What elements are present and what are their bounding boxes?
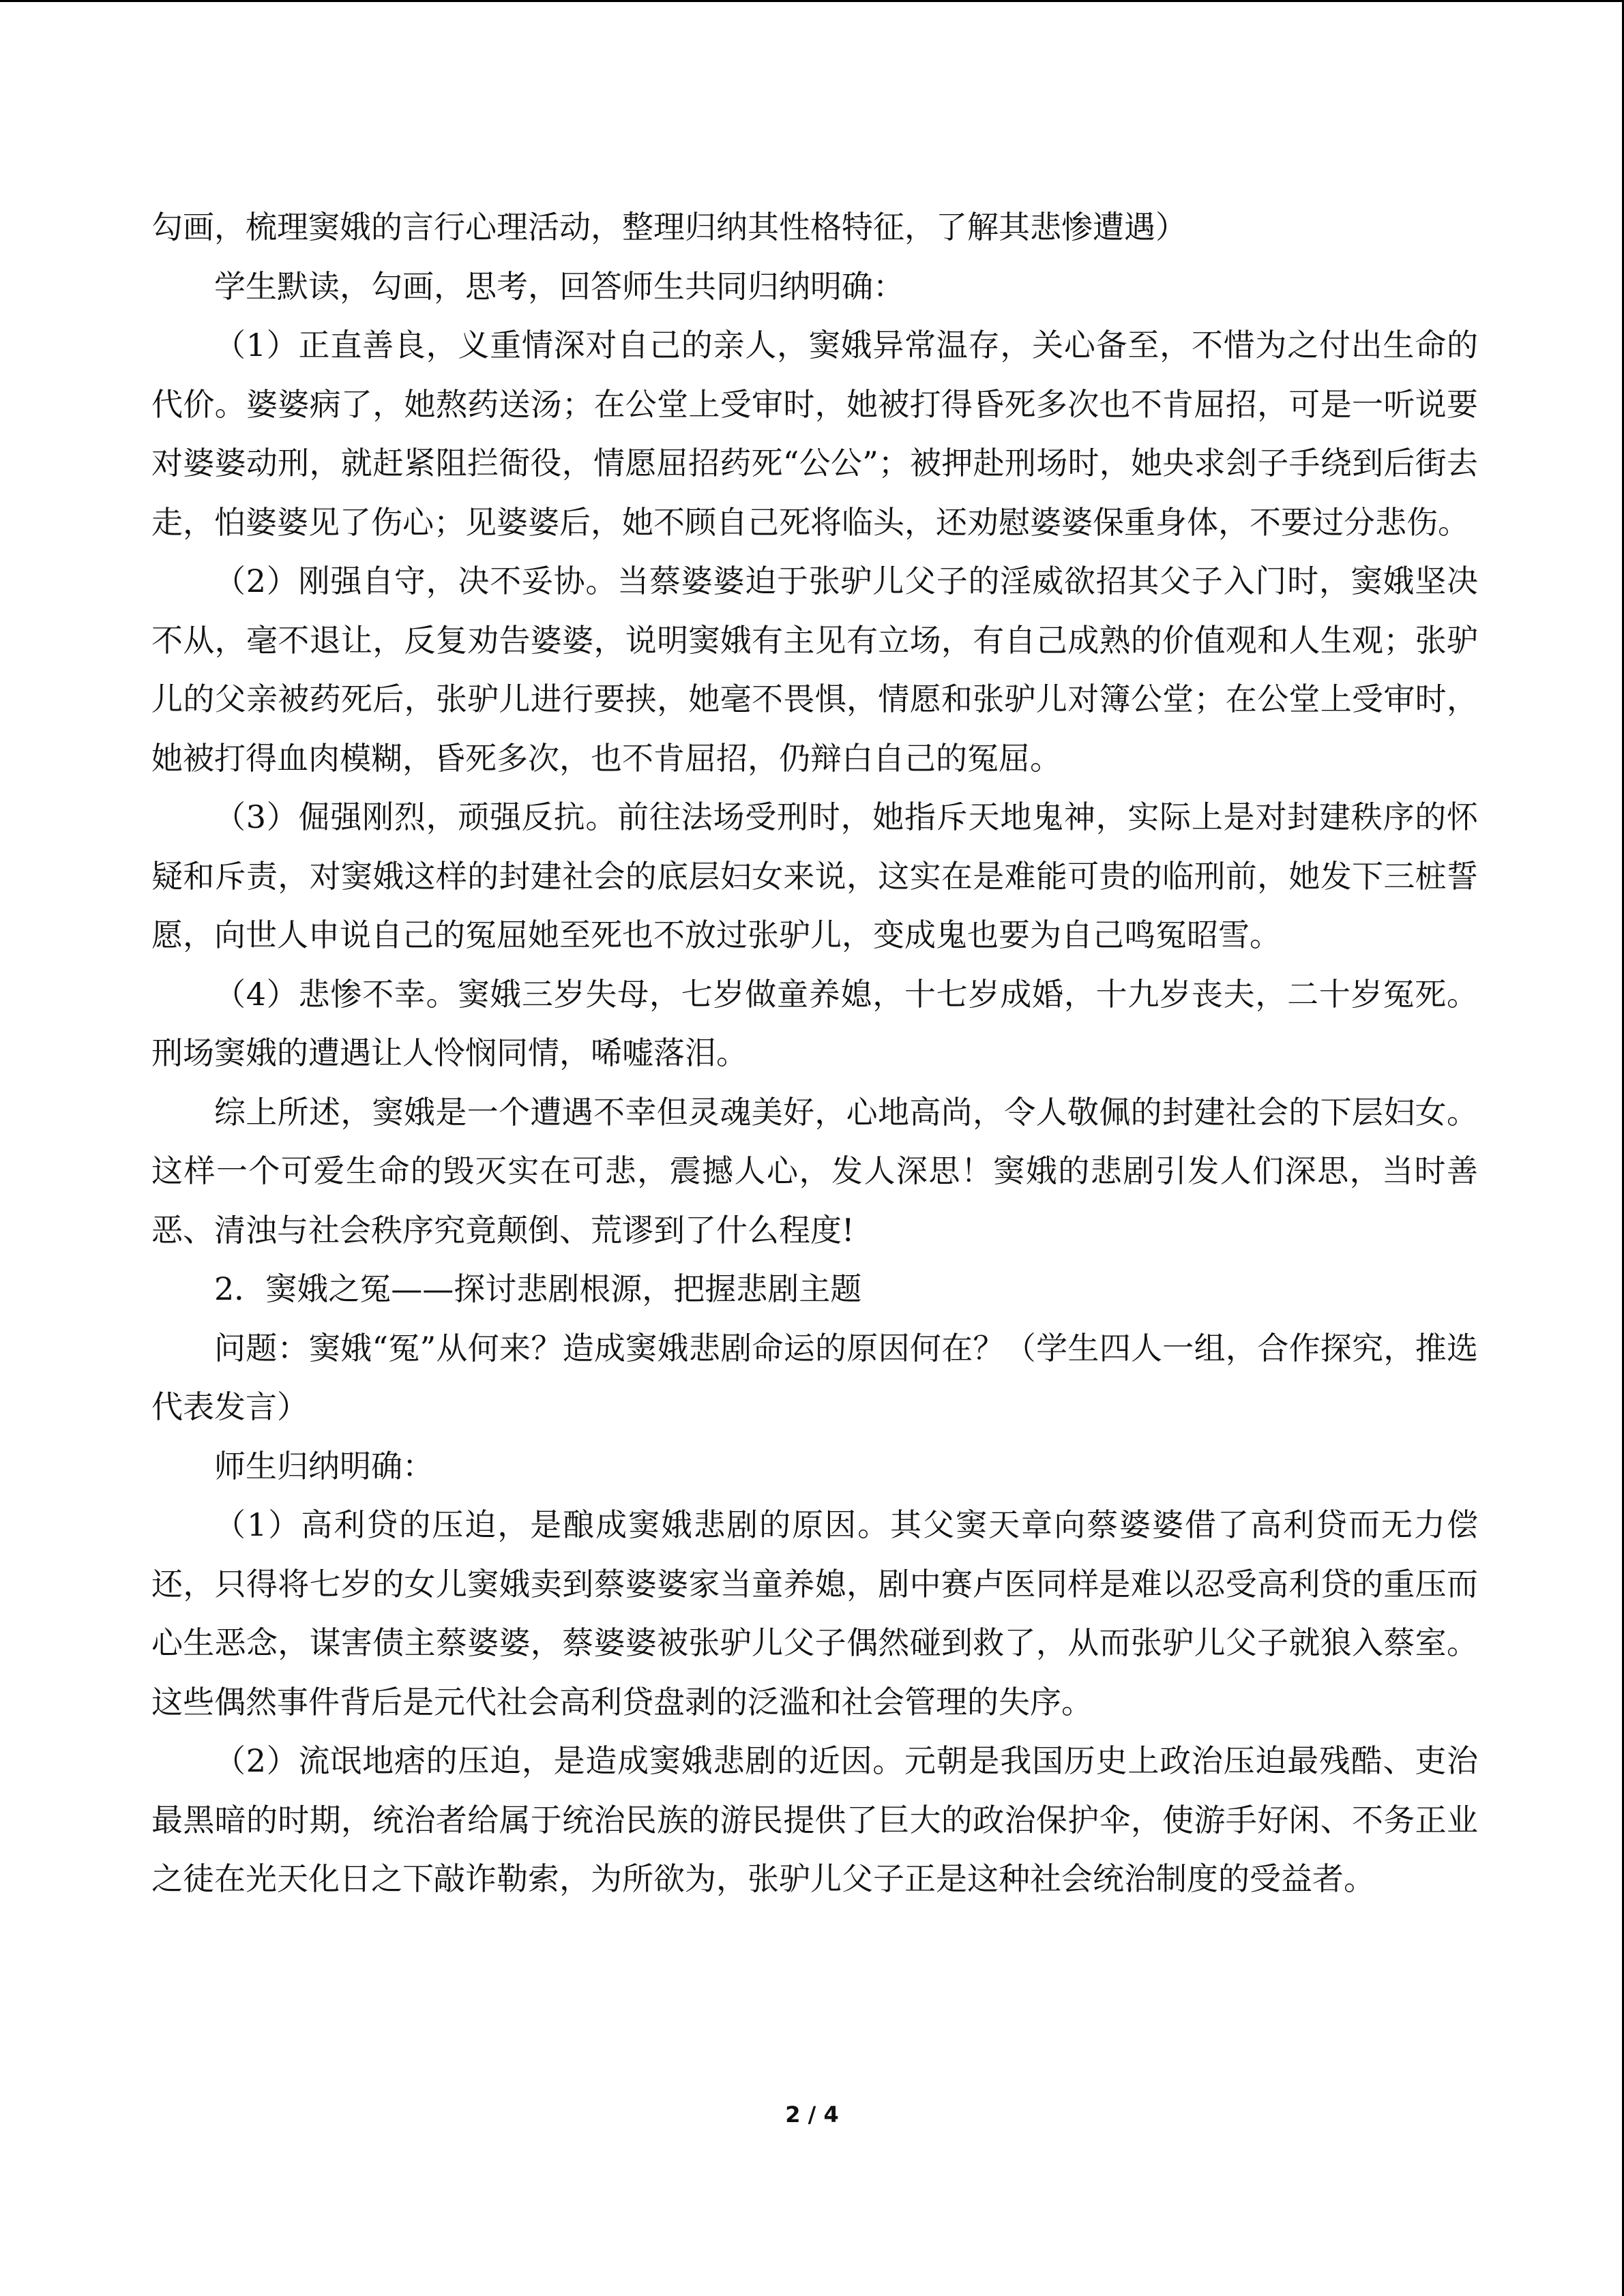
page-number: 2 / 4	[785, 2102, 839, 2128]
paragraph-trait-4: （4）悲惨不幸。窦娥三岁失母，七岁做童养媳，十七岁成婚，十九岁丧夫，二十岁冤死。刑场窦娥的遭遇让人怜悯同情，唏嘘落泪。	[151, 975, 1478, 1071]
section-heading-2: 2．窦娥之冤——探讨悲剧根源，把握悲剧主题	[214, 1270, 862, 1307]
paragraph-student-reading: 学生默读，勾画，思考，回答师生共同归纳明确：	[214, 267, 904, 305]
paragraph-cause-1: （1）高利贷的压迫，是酿成窦娥悲剧的原因。其父窦天章向蔡婆婆借了高利贷而无力偿还，只得将七岁的女儿窦娥卖到蔡婆婆家当童养媳，剧中赛卢医同样是难以忍受高利贷的重压而心生恶念，谋害债主蔡婆婆，蔡婆婆被张驴儿父子偶然碰到救了，从而张驴儿父子就狼入蔡室。这些偶然事件背后是元代社会高利贷盘剥的泛滥和社会管理的失序。	[151, 1506, 1478, 1720]
paragraph-conclusion-intro: 师生归纳明确：	[214, 1447, 434, 1485]
paragraph-trait-2: （2）刚强自守，决不妥协。当蔡婆婆迫于张驴儿父子的淫威欲招其父子入门时，窦娥坚决不从，毫不退让，反复劝告婆婆，说明窦娥有主见有立场，有自己成熟的价值观和人生观；张驴儿的父亲被药死后，张驴儿进行要挟，她毫不畏惧，情愿和张驴儿对簿公堂；在公堂上受审时，她被打得血肉模糊，昏死多次，也不肯屈招，仍辩白自己的冤屈。	[151, 563, 1478, 777]
paragraph-continuation: 勾画，梳理窦娥的言行心理活动，整理归纳其性格特征，了解其悲惨遭遇）	[151, 209, 1187, 245]
paragraph-question: 问题：窦娥“冤”从何来？造成窦娥悲剧命运的原因何在？（学生四人一组，合作探究，推选代表发言）	[151, 1329, 1478, 1425]
paragraph-summary: 综上所述，窦娥是一个遭遇不幸但灵魂美好，心地高尚，令人敬佩的封建社会的下层妇女。这样一个可爱生命的毁灭实在可悲，震撼人心，发人深思！窦娥的悲剧引发人们深思，当时善恶、清浊与社会秩序究竟颠倒、荒谬到了什么程度!	[151, 1093, 1478, 1249]
paragraph-trait-3: （3）倔强刚烈，顽强反抗。前往法场受刑时，她指斥天地鬼神，实际上是对封建秩序的怀疑和斥责，对窦娥这样的封建社会的底层妇女来说，这实在是难能可贵的临刑前，她发下三桩誓愿，向世人申说自己的冤屈她至死也不放过张驴儿，变成鬼也要为自己鸣冤昭雪。	[151, 799, 1478, 953]
paragraph-cause-2: （2）流氓地痞的压迫，是造成窦娥悲剧的近因。元朝是我国历史上政治压迫最残酷、吏治最黑暗的时期，统治者给属于统治民族的游民提供了巨大的政治保护伞，使游手好闲、不务正业之徒在光天化日之下敲诈勒索，为所欲为，张驴儿父子正是这种社会统治制度的受益者。	[151, 1742, 1478, 1897]
document-body	[151, 198, 1478, 1909]
paragraph-trait-1: （1）正直善良，义重情深对自己的亲人，窦娥异常温存，关心备至，不惜为之付出生命的代价。婆婆病了，她熬药送汤；在公堂上受审时，她被打得昏死多次也不肯屈招，可是一听说要对婆婆动刑，就赶紧阻拦衙役，情愿屈招药死“公公”；被押赴刑场时，她央求刽子手绕到后街去走，怕婆婆见了伤心；见婆婆后，她不顾自己死将临头，还劝慰婆婆保重身体，不要过分悲伤。	[151, 327, 1478, 541]
page-top-border	[0, 0, 1624, 2]
